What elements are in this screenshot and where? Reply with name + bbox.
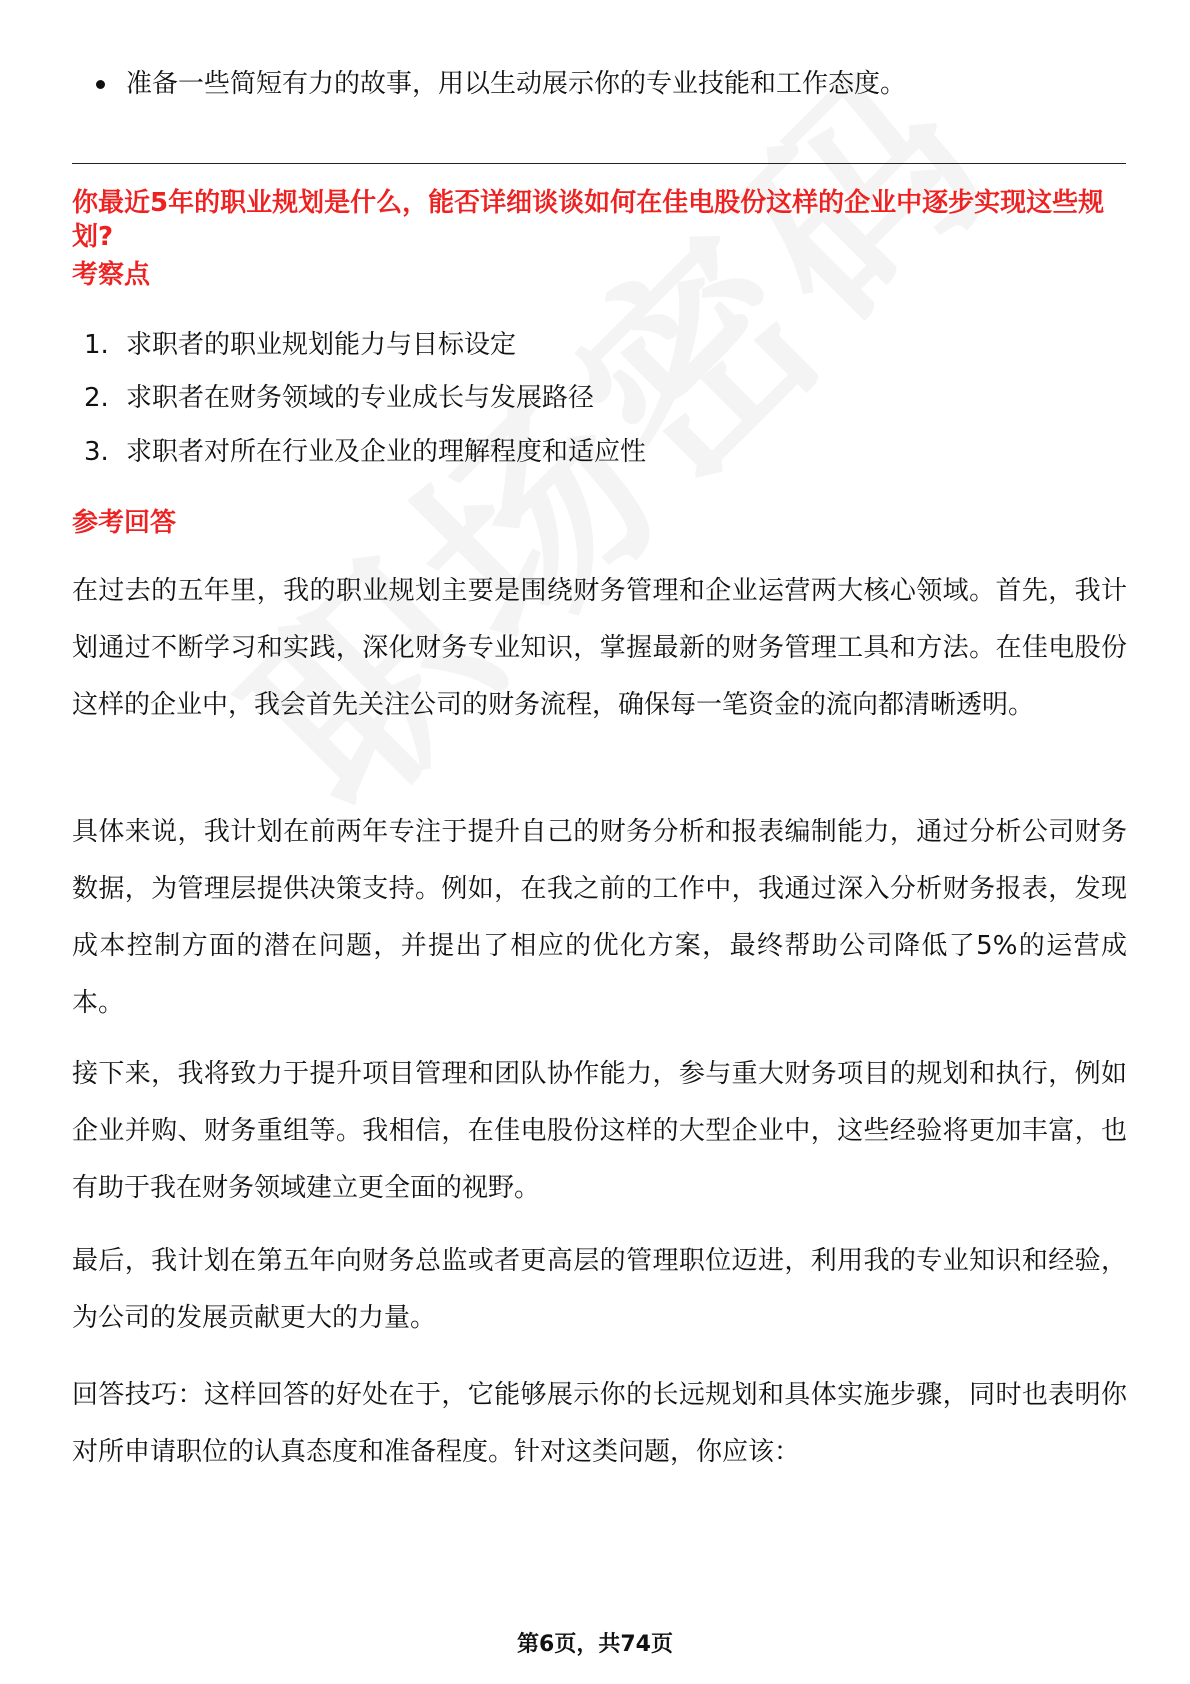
answer-paragraph: 具体来说，我计划在前两年专注于提升自己的财务分析和报表编制能力，通过分析公司财务数据，为管理层提供决策支持。例如，在我之前的工作中，我通过深入分析财务报表，发现成本控制方面的潜在问题，并提出了相应的优化方案，最终帮助公司降低了5%的运营成本。 <box>72 817 1127 1018</box>
answer-paragraph: 最后，我计划在第五年向财务总监或者更高层的管理职位迈进，利用我的专业知识和经验，为公司的发展贡献更大的力量。 <box>72 1246 1127 1333</box>
bullet-text: 准备一些简短有力的故事，用以生动展示你的专业技能和工作态度。 <box>126 69 907 99</box>
page-number-footer: 第6页，共74页 <box>517 1632 673 1657</box>
interview-question: 你最近5年的职业规划是什么，能否详细谈谈如何在佳电股份这样的企业中逐步实现这些规划? <box>72 188 1105 252</box>
section-divider <box>72 163 1126 164</box>
list-number: 2. <box>84 383 109 413</box>
answer-tips-paragraph: 回答技巧：这样回答的好处在于，它能够展示你的长远规划和具体实施步骤，同时也表明你对所申请职位的认真态度和准备程度。针对这类问题，你应该： <box>72 1380 1127 1467</box>
list-number: 1. <box>84 330 109 360</box>
answer-paragraph: 在过去的五年里，我的职业规划主要是围绕财务管理和企业运营两大核心领域。首先，我计划通过不断学习和实践，深化财务专业知识，掌握最新的财务管理工具和方法。在佳电股份这样的企业中，我会首先关注公司的财务流程，确保每一笔资金的流向都清晰透明。 <box>72 576 1127 720</box>
bullet-dot-icon <box>96 80 105 89</box>
answer-heading: 参考回答 <box>72 508 177 538</box>
list-item <box>84 325 516 365</box>
list-item-text: 求职者的职业规划能力与目标设定 <box>126 330 517 360</box>
answer-paragraph: 接下来，我将致力于提升项目管理和团队协作能力，参与重大财务项目的规划和执行，例如企业并购、财务重组等。我相信，在佳电股份这样的大型企业中，这些经验将更加丰富，也有助于我在财务领域建立更全面的视野。 <box>72 1059 1127 1203</box>
list-item-text: 求职者对所在行业及企业的理解程度和适应性 <box>126 437 647 467</box>
list-item <box>84 378 594 418</box>
list-number: 3. <box>84 437 109 467</box>
list-item <box>84 432 646 472</box>
list-item-text: 求职者在财务领域的专业成长与发展路径 <box>126 383 595 413</box>
assessment-heading: 考察点 <box>72 260 151 290</box>
